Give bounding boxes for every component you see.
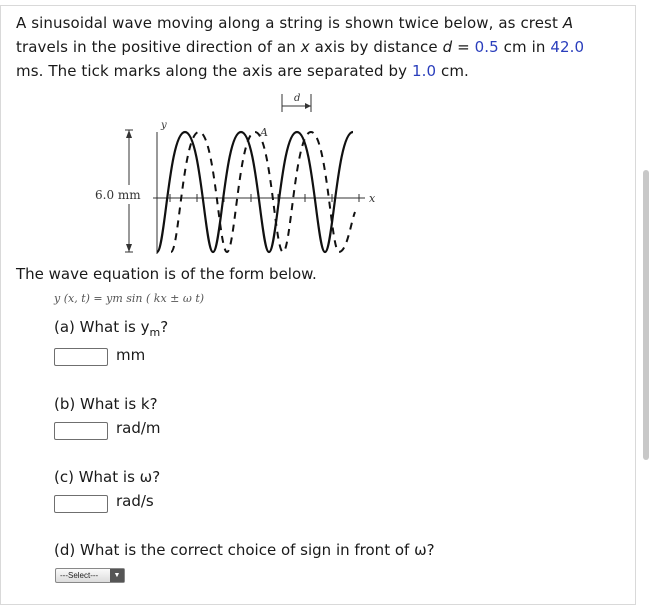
wave-equation-intro: The wave equation is of the form below. bbox=[16, 265, 317, 283]
sign-select-value: ---Select--- bbox=[60, 571, 99, 580]
question-a-subscript: m bbox=[149, 326, 161, 339]
problem-text: cm. bbox=[436, 62, 469, 80]
wave-figure bbox=[85, 92, 385, 262]
problem-text: = bbox=[452, 38, 475, 56]
answer-a-input[interactable] bbox=[54, 348, 108, 366]
scrollbar[interactable] bbox=[643, 170, 649, 460]
tick-spacing-value: 1.0 bbox=[411, 62, 437, 80]
sign-select[interactable] bbox=[55, 568, 125, 583]
answer-c-input[interactable] bbox=[54, 495, 108, 513]
crest-label: A bbox=[260, 126, 268, 139]
unit-c: rad/s bbox=[116, 492, 154, 510]
time-value: 42.0 bbox=[550, 38, 585, 56]
problem-text: travels in the positive direction of an bbox=[16, 38, 301, 56]
distance-variable: d bbox=[442, 38, 453, 56]
chevron-down-icon[interactable]: ▼ bbox=[110, 569, 124, 582]
wave-formula: y (x, t) = ym sin ( kx ± ω t) bbox=[54, 292, 205, 305]
unit-a: mm bbox=[116, 346, 146, 364]
wave-solid bbox=[157, 132, 353, 252]
question-d: (d) What is the correct choice of sign in front of ω? bbox=[54, 541, 435, 559]
question-c: (c) What is ω? bbox=[54, 468, 161, 486]
problem-statement bbox=[16, 11, 616, 83]
amplitude-label: 6.0 mm bbox=[95, 188, 141, 202]
distance-value: 0.5 bbox=[474, 38, 499, 56]
problem-text: A sinusoidal wave moving along a string is shown twice below, as crest bbox=[16, 14, 563, 32]
y-axis-label: y bbox=[161, 120, 167, 131]
x-axis-label: x bbox=[369, 192, 376, 205]
question-a-label: (a) What is y bbox=[54, 318, 150, 336]
answer-b-input[interactable] bbox=[54, 422, 108, 440]
question-a-tail: ? bbox=[160, 318, 169, 336]
problem-text: cm in bbox=[498, 38, 551, 56]
crest-variable: A bbox=[562, 14, 574, 32]
d-label: d bbox=[294, 93, 301, 104]
question-a bbox=[54, 318, 168, 339]
problem-text: ms. The tick marks along the axis are separated by bbox=[16, 62, 412, 80]
problem-text: axis by distance bbox=[309, 38, 443, 56]
question-b: (b) What is k? bbox=[54, 395, 158, 413]
unit-b: rad/m bbox=[116, 419, 161, 437]
axis-variable: x bbox=[300, 38, 310, 56]
